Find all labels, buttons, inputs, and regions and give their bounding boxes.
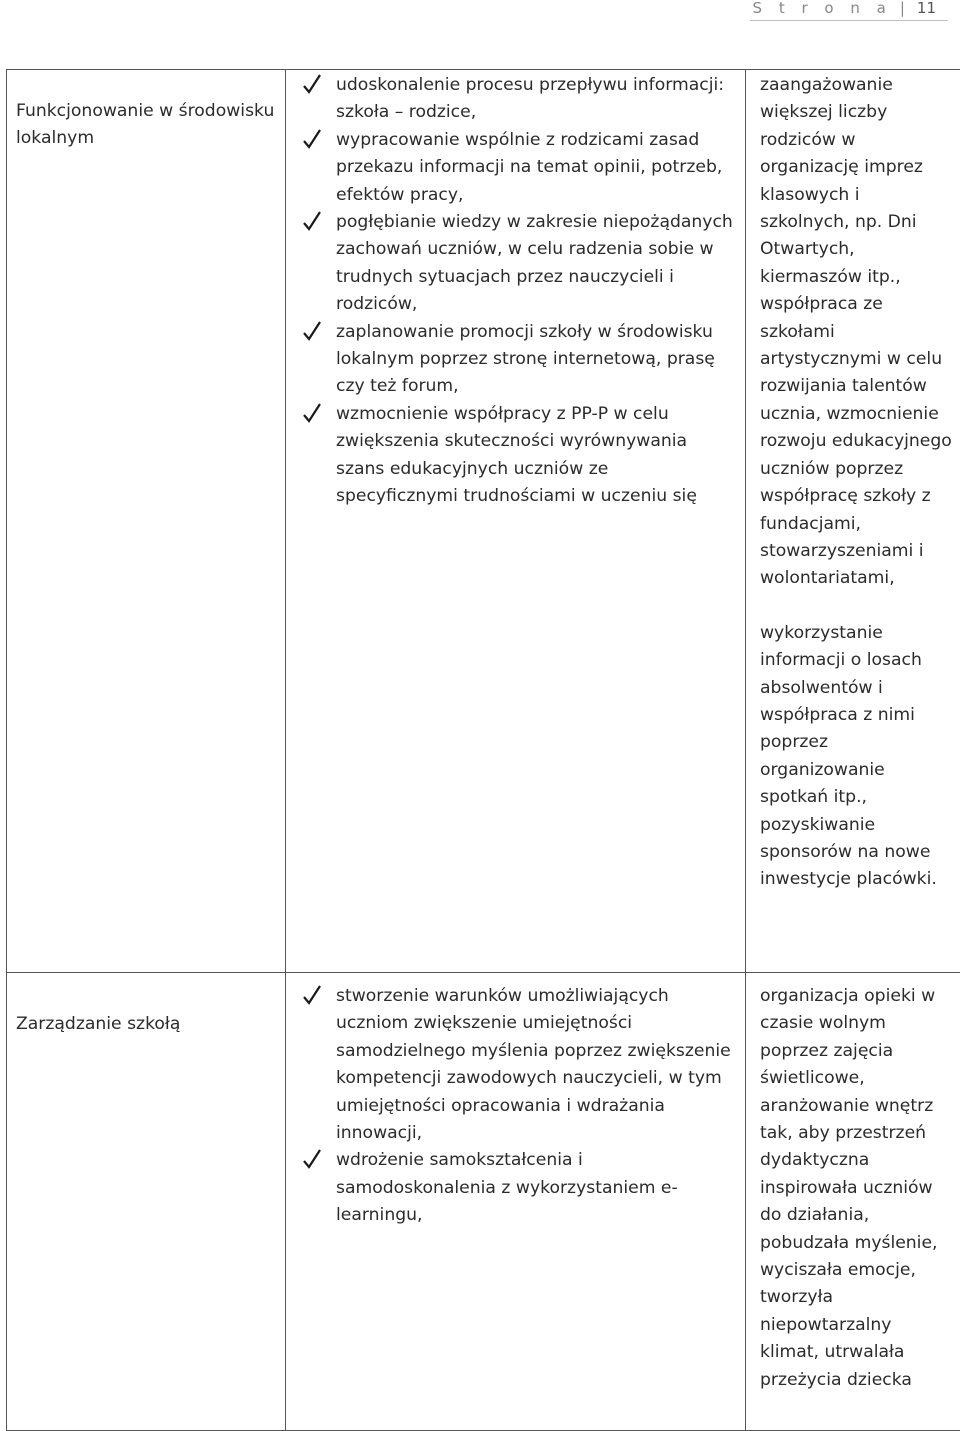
goals-cell [286,973,746,1431]
forms-content [746,983,960,1394]
forms-cell [746,70,960,973]
area-cell [7,973,286,1431]
list-item [286,127,735,209]
list-item [286,983,735,1147]
goal-text: zaplanowanie promocji szkoły w środowisku lokalnym poprzez stronę internetową, prasę czy też forum, [336,322,715,397]
page-header [750,0,948,21]
list-item [286,209,735,319]
plan-table [6,69,960,1431]
goal-text: wdrożenie samokształcenia i samodoskonalenia z wykorzystaniem e-learningu, [336,1150,678,1225]
goal-text: stworzenie warunków umożliwiających uczniom zwiększenie umiejętności samodzielnego myślenia poprzez zwiększenie kompetencji zawodowych nauczycieli, w tym umiejętności opracowania i wdrażania innowacji, [336,986,731,1143]
checkmark-icon [303,984,321,1006]
goal-text: udoskonalenie procesu przepływu informacji: szkoła – rodzice, [336,75,724,122]
forms-content [746,72,960,894]
forms-cell [746,973,960,1431]
goals-list [286,72,745,511]
table-row [7,973,960,1431]
checkmark-icon [303,320,321,342]
area-name: Funkcjonowanie w środowisku lokalnym [7,70,285,153]
forms-text: organizacja opieki w czasie wolnym poprzez zajęcia świetlicowe, aranżowanie wnętrz tak, aby przestrzeń dydaktyczna inspirowała uczniów do działania, pobudzała myślenie, wyciszała emocje, tworzyła niepowtarzalny klimat, utrwalała przeżycia dziecka [760,983,954,1394]
checkmark-icon [303,73,321,95]
goals-list [286,983,745,1230]
checkmark-icon [303,1148,321,1170]
goals-cell [286,70,746,973]
checkmark-icon [303,402,321,424]
forms-text: wykorzystanie informacji o losach absolwentów i współpraca z nimi poprzez organizowanie spotkań itp., pozyskiwanie sponsorów na nowe inwestycje placówki. [760,620,954,894]
page-number: 11 [917,0,936,17]
goal-text: wzmocnienie współpracy z PP-P w celu zwiększenia skuteczności wyrównywania szans edukacyjnych uczniów ze specyficznymi trudnościami w uczeniu się [336,404,697,506]
table-row [7,70,960,973]
checkmark-icon [303,210,321,232]
goal-text: pogłębianie wiedzy w zakresie niepożądanych zachowań uczniów, w celu radzenia sobie w trudnych sytuacjach przez nauczycieli i rodziców, [336,212,733,314]
area-cell [7,70,286,973]
list-item [286,319,735,401]
list-item [286,1147,735,1229]
list-item [286,72,735,127]
goal-text: wypracowanie wspólnie z rodzicami zasad przekazu informacji na temat opinii, potrzeb, efektów pracy, [336,130,722,205]
checkmark-icon [303,128,321,150]
page-separator: | [900,0,905,17]
page-label: S t r o n a [753,0,892,17]
list-item [286,401,735,511]
area-name: Zarządzanie szkołą [7,973,285,1038]
forms-text: zaangażowanie większej liczby rodziców w organizację imprez klasowych i szkolnych, np. Dni Otwartych, kiermaszów itp., współpraca ze szkołami artystycznymi w celu rozwijania talentów ucznia, wzmocnienie rozwoju edukacyjnego uczniów poprzez współpracę szkoły z fundacjami, stowarzyszeniami i wolontariatami, [760,72,954,593]
